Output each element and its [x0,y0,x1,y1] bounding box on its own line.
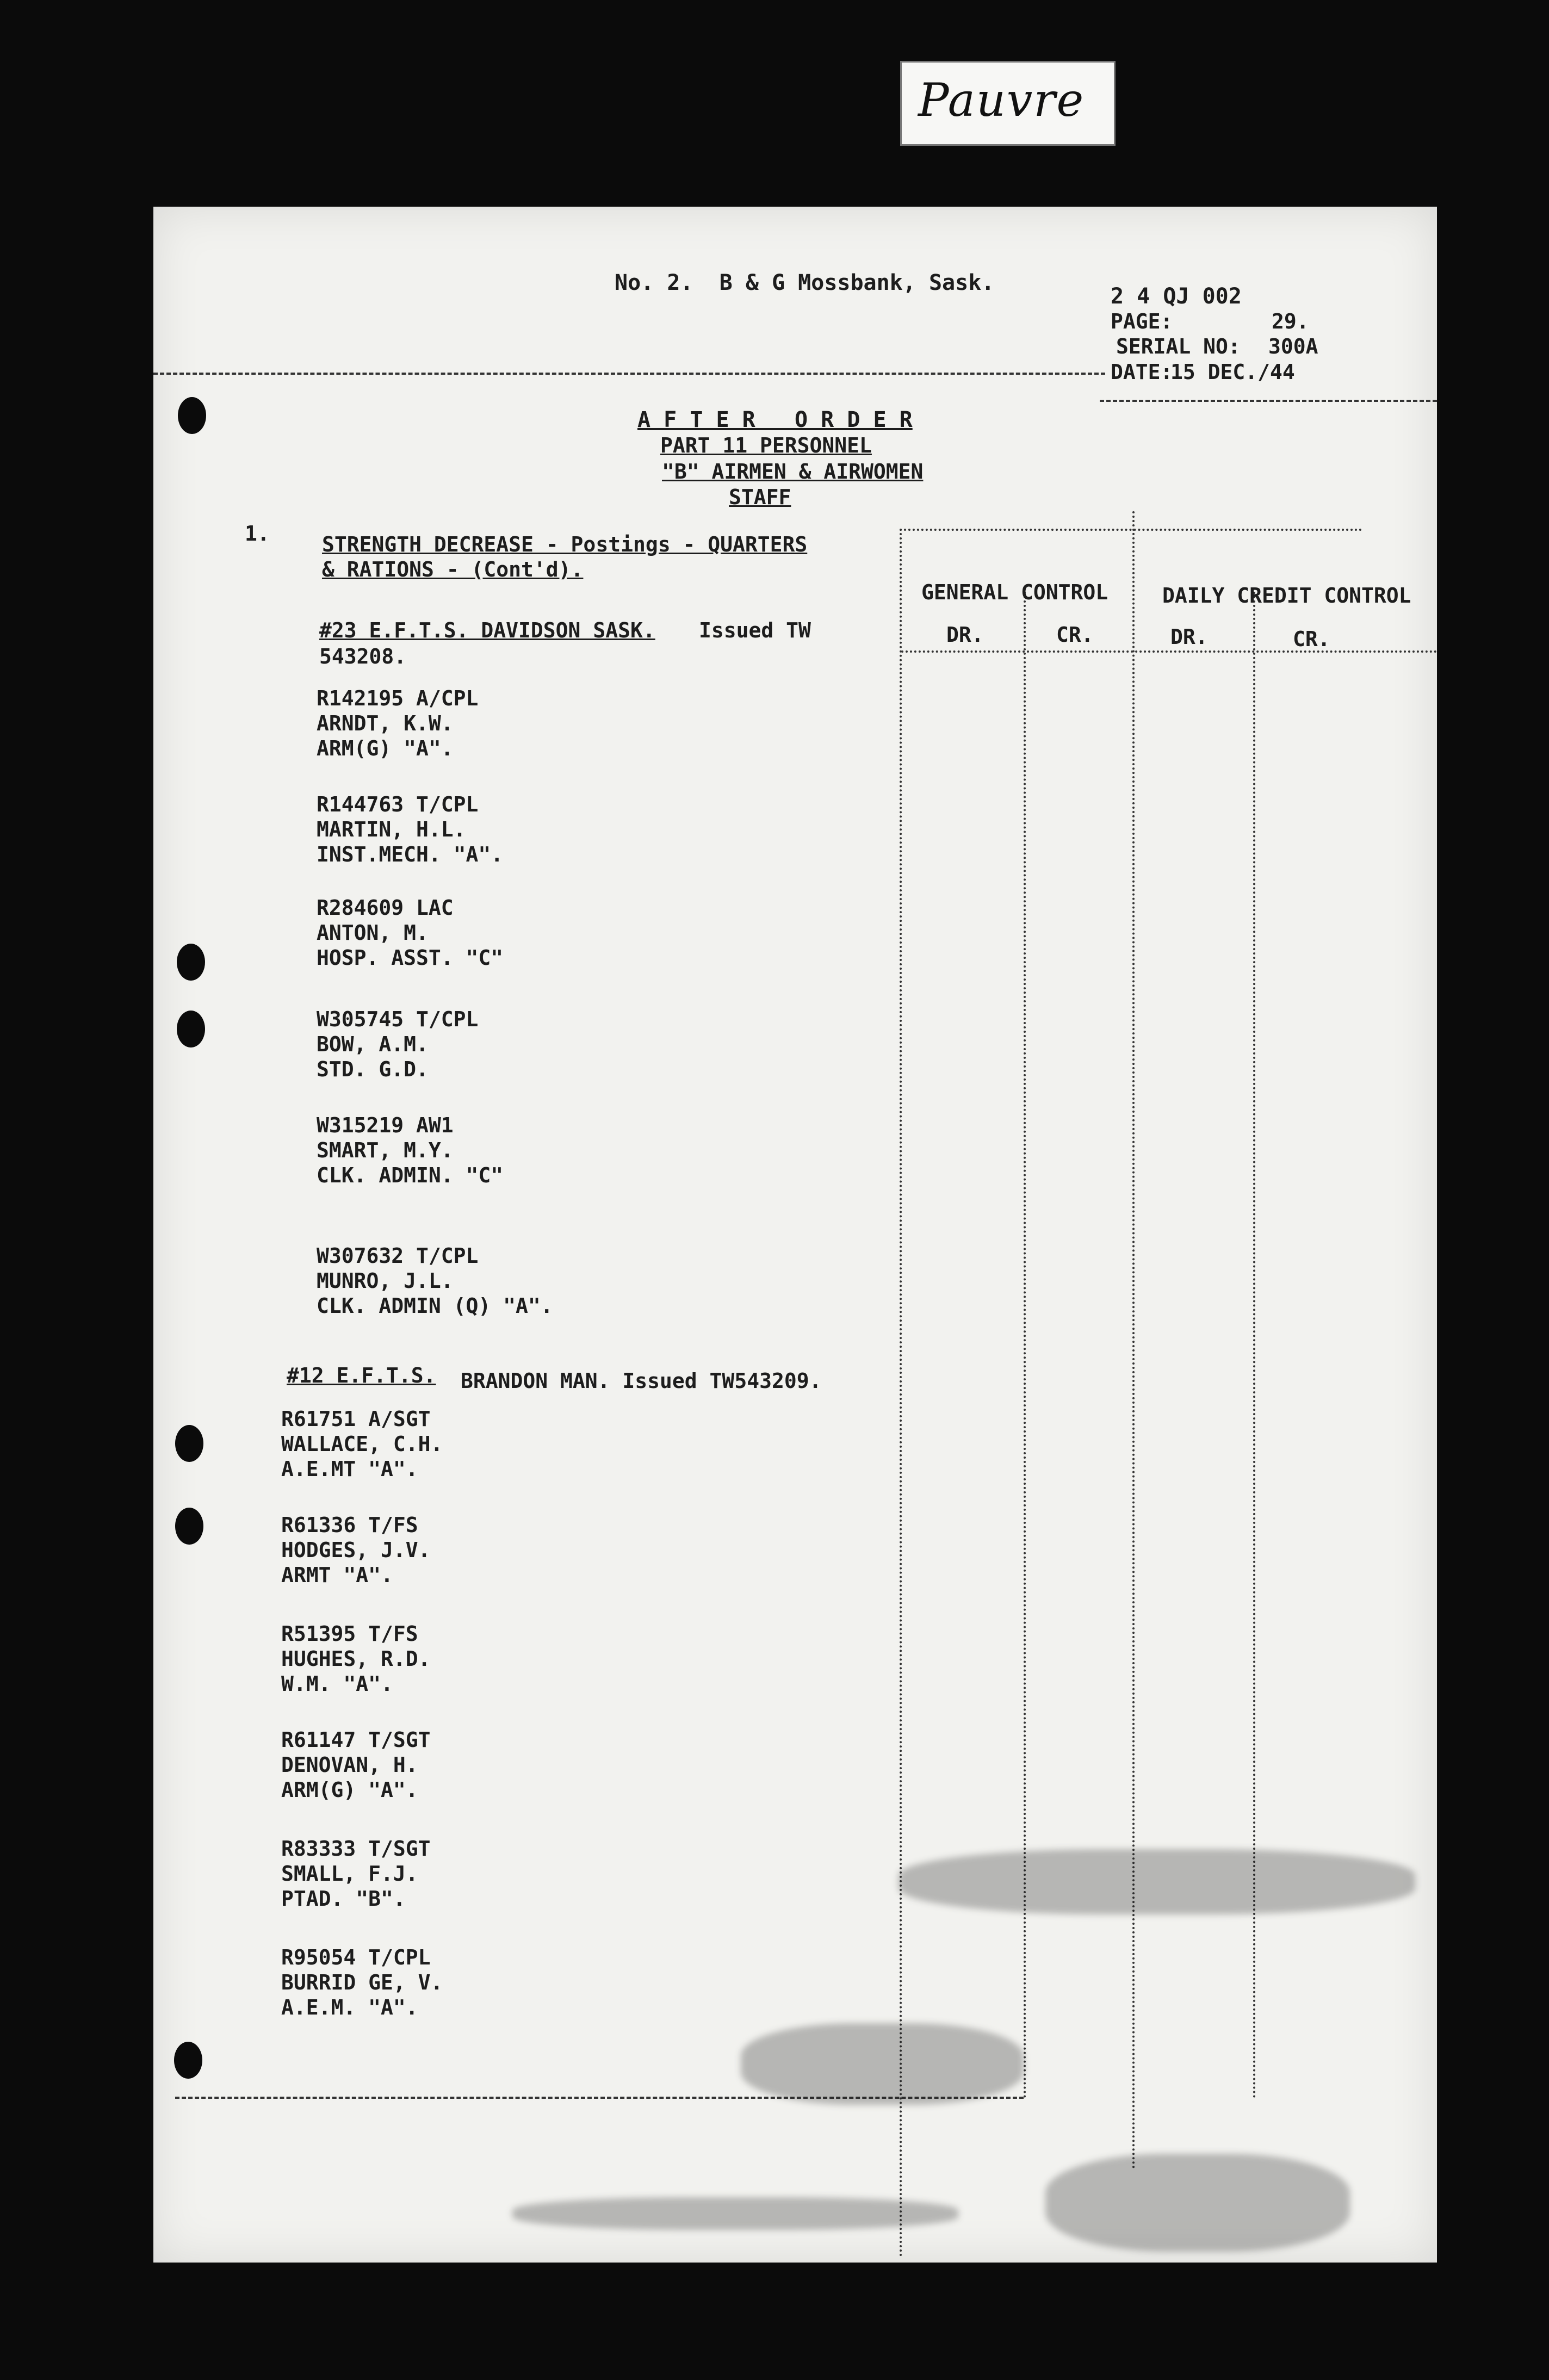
entry-name: HUGHES, R.D. [281,1647,431,1671]
punch-hole [175,1425,203,1462]
general-control-header: GENERAL CONTROL [921,580,1108,604]
date-value: 15 DEC./44 [1170,360,1295,384]
serial-label: SERIAL NO: [1116,334,1241,358]
entry-name: BOW, A.M. [317,1032,429,1056]
section1-issued-number: 543208. [319,644,407,668]
daily-dr-header: DR. [1170,625,1208,649]
page-number: 29. [1272,309,1309,333]
entry-num: R61751 A/SGT [281,1407,431,1431]
punch-hole [177,944,205,981]
entry-trade: A.E.MT "A". [281,1457,418,1481]
separator-line [1100,400,1437,402]
entry-num: R61336 T/FS [281,1513,418,1537]
date-label: DATE: [1111,360,1173,384]
order-part: PART 11 PERSONNEL [660,433,872,457]
handwritten-name-tag [900,61,1116,146]
entry-trade: STD. G.D. [317,1057,429,1081]
entry-num: R51395 T/FS [281,1622,418,1646]
order-title: A F T E R O R D E R [637,407,913,432]
section2-heading-rest: BRANDON MAN. Issued TW543209. [461,1369,822,1393]
entry-num: W305745 T/CPL [317,1007,479,1031]
section1-heading: #23 E.F.T.S. DAVIDSON SASK. [319,618,655,642]
entry-trade: ARMT "A". [281,1563,393,1587]
general-cr-header: CR. [1056,623,1094,647]
order-group: "B" AIRMEN & AIRWOMEN [662,460,924,484]
entry-trade: CLK. ADMIN (Q) "A". [317,1294,553,1318]
column-divider [1132,511,1135,2170]
daily-cr-header: CR. [1293,627,1330,651]
entry-trade: W.M. "A". [281,1672,393,1696]
entry-trade: A.E.M. "A". [281,1995,418,2019]
entry-name: SMART, M.Y. [317,1138,454,1162]
reference-number: 2 4 QJ 002 [1111,284,1242,309]
entry-trade: PTAD. "B". [281,1887,406,1911]
entry-trade: ARM(G) "A". [317,736,454,760]
daily-credit-control-header: DAILY CREDIT CONTROL [1162,584,1411,608]
entry-name: MUNRO, J.L. [317,1269,454,1293]
entry-name: SMALL, F.J. [281,1862,418,1886]
column-divider [900,529,902,2258]
entry-num: R95054 T/CPL [281,1945,431,1969]
entry-num: R144763 T/CPL [317,792,479,816]
entry-name: WALLACE, C.H. [281,1432,443,1456]
ink-smudge [1045,2154,1350,2252]
punch-hole [177,1011,205,1048]
ink-smudge [741,2023,1024,2105]
entry-name: BURRID GE, V. [281,1970,443,1994]
entry-trade: HOSP. ASST. "C" [317,946,504,970]
tag-text: Pauvre [918,73,1085,127]
item-heading-line2: & RATIONS - (Cont'd). [322,557,584,581]
entry-trade: INST.MECH. "A". [317,842,504,866]
ink-smudge [512,2197,958,2230]
entry-trade: ARM(G) "A". [281,1778,418,1802]
entry-num: R284609 LAC [317,896,454,920]
general-dr-header: DR. [946,623,984,647]
unit-name: No. 2. B & G Mossbank, Sask. [615,270,995,295]
entry-num: R142195 A/CPL [317,686,479,710]
page-label: PAGE: [1111,309,1173,333]
entry-num: W307632 T/CPL [317,1244,479,1268]
section1-issued: Issued TW [699,618,811,642]
order-staff: STAFF [729,485,791,509]
item-number: 1. [245,522,270,546]
serial-number: 300A [1268,334,1318,358]
separator-line [153,373,1105,375]
punch-hole [178,397,206,434]
entry-name: ANTON, M. [317,921,429,945]
entry-name: HODGES, J.V. [281,1538,431,1562]
item-heading-line1: STRENGTH DECREASE - Postings - QUARTERS [322,532,808,556]
punch-hole [175,1508,203,1545]
entry-name: MARTIN, H.L. [317,817,466,841]
entry-num: W315219 AW1 [317,1113,454,1137]
entry-trade: CLK. ADMIN. "C" [317,1163,504,1187]
entry-name: DENOVAN, H. [281,1753,418,1777]
entry-name: ARNDT, K.W. [317,711,454,735]
entry-num: R83333 T/SGT [281,1837,431,1861]
column-top-rule [900,529,1362,531]
column-header-rule [901,650,1437,653]
document-sheet [153,207,1437,2263]
entry-num: R61147 T/SGT [281,1728,431,1752]
ink-smudge [899,1849,1415,1914]
punch-hole [174,2042,202,2079]
section2-heading: #12 E.F.T.S. [287,1363,436,1387]
